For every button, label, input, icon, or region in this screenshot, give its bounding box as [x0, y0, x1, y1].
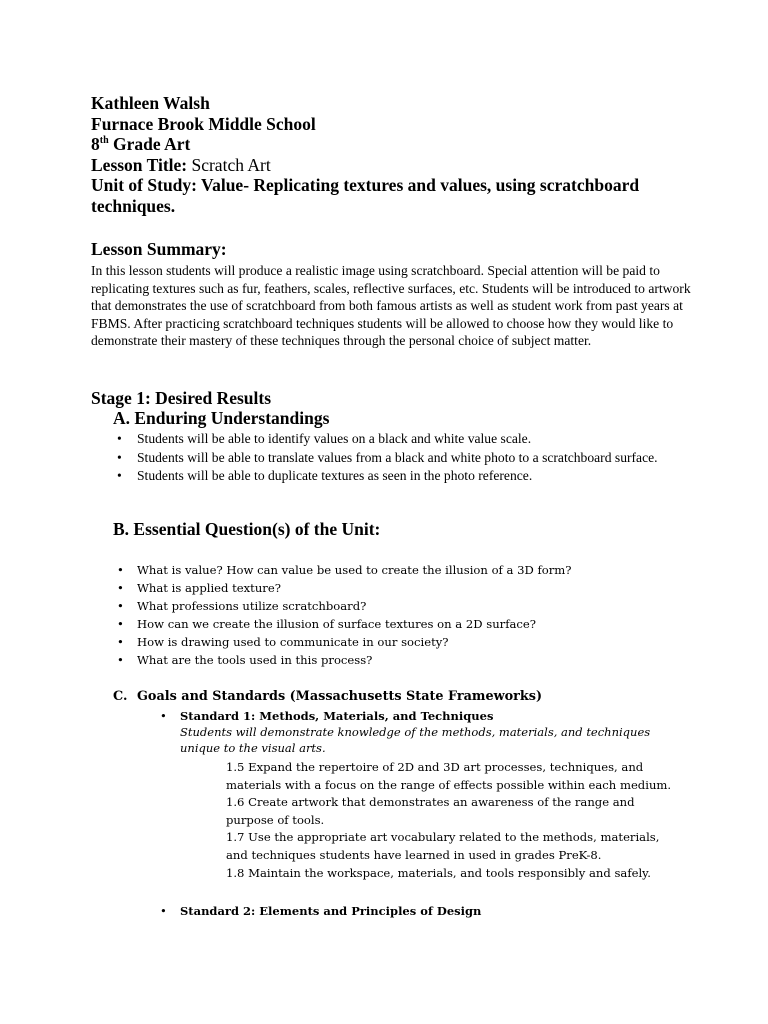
- list-item: 1.8 Maintain the workspace, materials, and tools responsibly and safely.: [226, 865, 651, 880]
- grade-line: [91, 134, 691, 155]
- list-item: • What are the tools used in this process?: [113, 651, 673, 669]
- standard-2: [158, 903, 678, 919]
- list-item: • Students will be able to identify values on a black and white value scale.: [113, 430, 678, 449]
- lesson-title-value: Scratch Art: [187, 154, 271, 175]
- essential-questions-heading: B. Essential Question(s) of the Unit:: [113, 519, 381, 539]
- list-item: • Students will be able to translate values from a black and white photo to a scratchboard surface.: [113, 449, 678, 468]
- grade-subject: Grade Art: [108, 134, 191, 154]
- grade-number: 8: [91, 134, 100, 154]
- list-item: 1.7 Use the appropriate art vocabulary related to the methods, materials, and techniques students have learned in used in grades PreK-8.: [226, 830, 660, 862]
- lesson-summary-text: In this lesson students will produce a realistic image using scratchboard. Special attention will be paid to replicating textures such as fur, feathers, scales, reflective surfaces, etc. Students will be introduced to artwork that demonstrates the use of scratchboard from both famous artists as well as student work from past years at FBMS. After practicing scratchboard techniques students will be allowed to choose how they would like to demonstrate their mastery of these techniques through the personal choice of subject matter.: [91, 263, 691, 349]
- goals-standards-heading: [113, 689, 542, 704]
- standard-1: [158, 708, 678, 756]
- grade-suffix: th: [99, 135, 109, 147]
- essential-questions-list: [113, 561, 673, 670]
- standard-2-title: • Standard 2: Elements and Principles of Design: [158, 903, 678, 919]
- list-item: • What professions utilize scratchboard?: [113, 597, 673, 615]
- lesson-title-label: Lesson Title:: [91, 154, 188, 175]
- standard-1-items: [226, 759, 681, 882]
- stage-1-heading: Stage 1: Desired Results: [91, 388, 272, 408]
- goals-standards-title: Goals and Standards (Massachusetts State Frameworks): [137, 689, 543, 704]
- unit-of-study: Unit of Study: Value- Replicating textures and values, using scratchboard techniques.: [91, 175, 640, 216]
- document-header: [91, 93, 691, 216]
- list-item: • How can we create the illusion of surface textures on a 2D surface?: [113, 615, 673, 633]
- school-name: Furnace Brook Middle School: [91, 113, 316, 134]
- list-item: 1.5 Expand the repertoire of 2D and 3D art processes, techniques, and materials with a focus on the range of effects possible within each medium.: [226, 760, 672, 792]
- list-item: • Students will be able to duplicate textures as seen in the photo reference.: [113, 467, 678, 486]
- lesson-summary-heading: Lesson Summary:: [91, 239, 227, 259]
- standard-1-title: • Standard 1: Methods, Materials, and Techniques: [158, 708, 678, 724]
- list-item: • What is applied texture?: [113, 579, 673, 597]
- list-item: • How is drawing used to communicate in our society?: [113, 633, 673, 651]
- list-item: 1.6 Create artwork that demonstrates an awareness of the range and purpose of tools.: [226, 795, 635, 827]
- enduring-understandings-heading: A. Enduring Understandings: [113, 408, 330, 428]
- section-letter: C.: [113, 689, 128, 704]
- teacher-name: Kathleen Walsh: [91, 93, 210, 113]
- standard-1-description: Students will demonstrate knowledge of the methods, materials, and techniques unique to the visual arts.: [180, 725, 651, 755]
- enduring-understandings-list: [113, 430, 678, 486]
- list-item: • What is value? How can value be used to create the illusion of a 3D form?: [113, 561, 673, 579]
- lesson-title-line: [91, 155, 691, 176]
